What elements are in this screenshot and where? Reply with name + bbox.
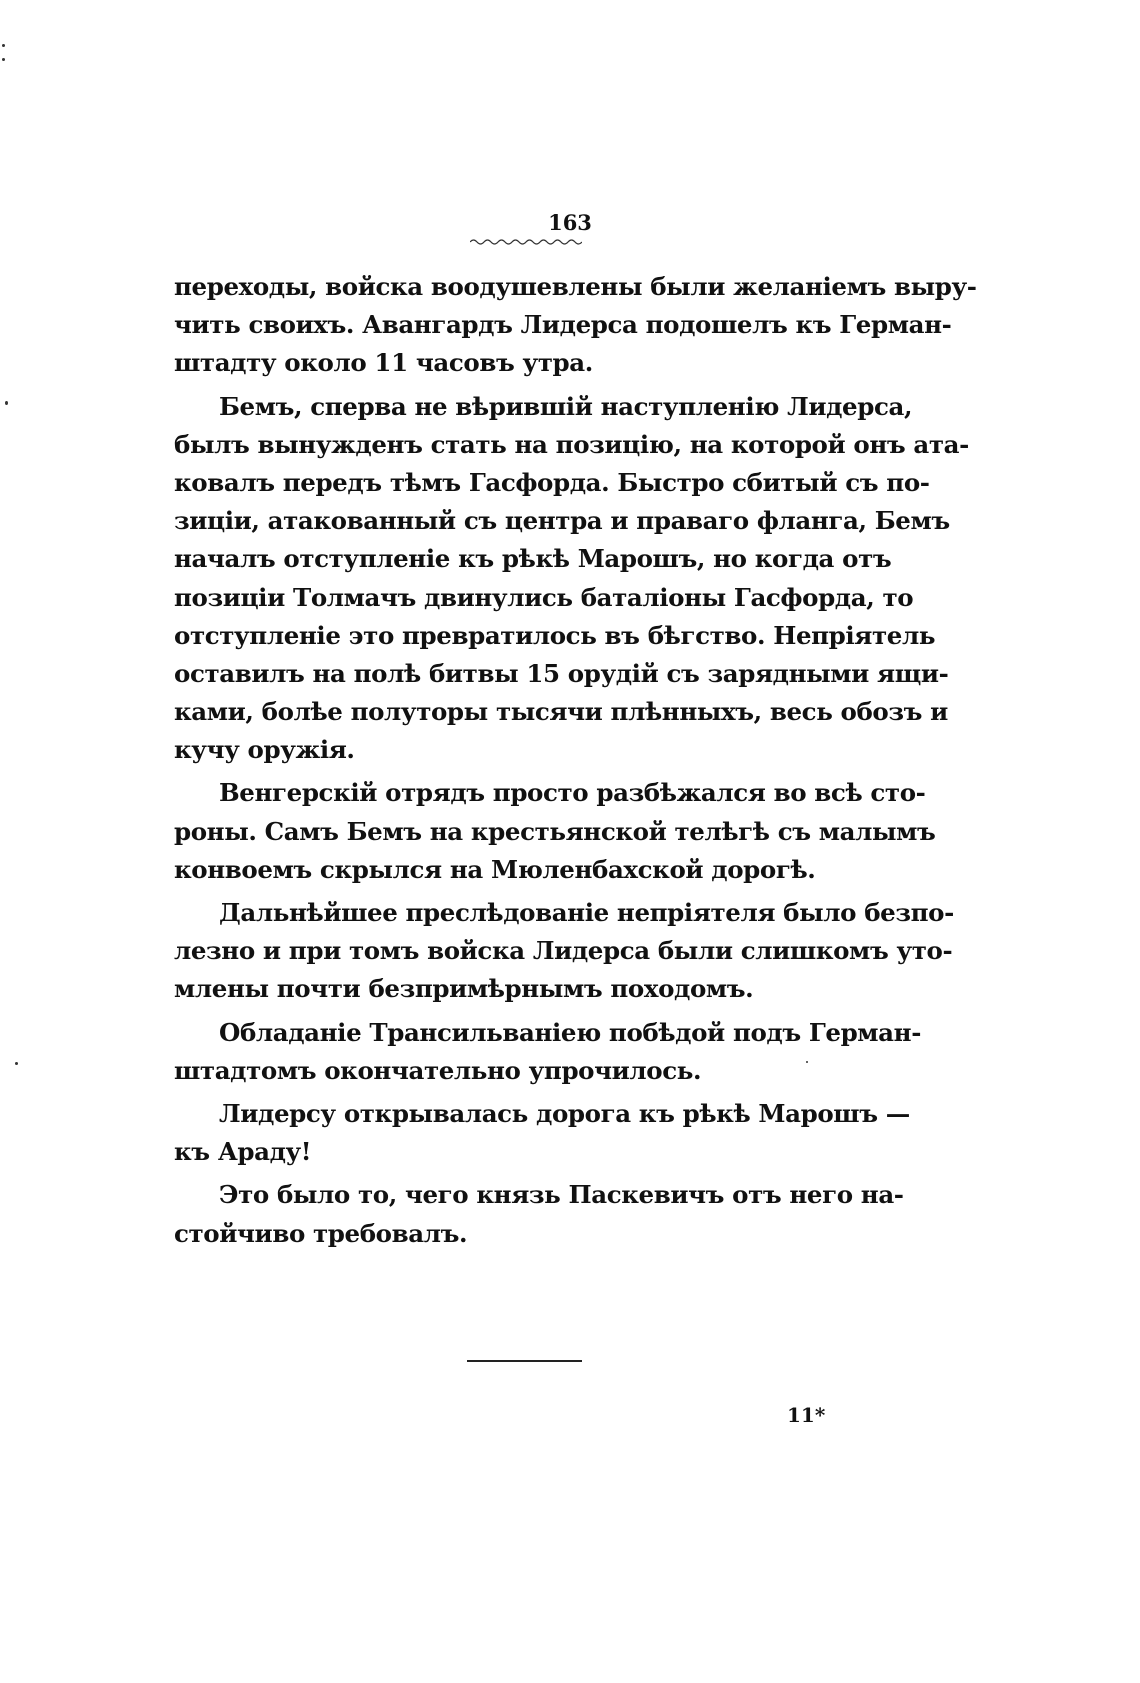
text-line: зиціи, атакованный съ центра и праваго фланга, Бемъ xyxy=(174,506,950,536)
text-line: лезно и при томъ войска Лидерса были слишкомъ уто- xyxy=(174,936,953,966)
text-line: ковалъ передъ тѣмъ Гасфорда. Быстро сбитый съ по- xyxy=(174,467,930,497)
text-line: Дальнѣйшее преслѣдованіе непріятеля было безпо- xyxy=(219,898,954,927)
body-text xyxy=(174,268,977,1253)
text-line: къ Араду! xyxy=(174,1137,312,1167)
text-line: оставилъ на полѣ битвы 15 орудій съ зарядными ящи- xyxy=(174,658,949,688)
text-line: Это было то, чего князь Паскевичъ отъ него на- xyxy=(219,1180,904,1210)
paragraph xyxy=(174,1176,904,1252)
text-line: Обладаніе Трансильваніею побѣдой подъ Герман- xyxy=(219,1017,921,1047)
paragraph xyxy=(174,1014,921,1090)
page-number: 163 xyxy=(548,210,592,235)
text-line: ками, болѣе полуторы тысячи плѣнныхъ, весь обозъ и xyxy=(174,697,948,727)
text-line: роны. Самъ Бемъ на крестьянской телѣгѣ съ малымъ xyxy=(174,816,936,846)
paragraph xyxy=(174,1095,910,1171)
scan-speck xyxy=(2,44,5,47)
text-line: штадтомъ окончательно упрочилось. xyxy=(174,1055,702,1085)
paragraph xyxy=(174,388,969,770)
text-line: началъ отступленіе къ рѣкѣ Марошъ, но когда отъ xyxy=(174,544,892,574)
text-line: штадту около 11 часовъ утра. xyxy=(174,348,593,378)
scan-speck xyxy=(5,401,8,405)
text-line: Бемъ, сперва не вѣрившій наступленію Лидерса, xyxy=(219,391,913,421)
closing-rule xyxy=(467,1360,582,1362)
text-line: Венгерскій отрядъ просто разбѣжался во всѣ сто- xyxy=(219,778,926,808)
text-line: отступленіе это превратилось въ бѣгство. Непріятель xyxy=(174,620,936,650)
paragraph xyxy=(174,894,954,1009)
text-line: позиціи Толмачъ двинулись баталіоны Гасфорда, то xyxy=(174,582,914,612)
text-line: стойчиво требовалъ. xyxy=(174,1218,468,1248)
scan-speck xyxy=(15,1062,18,1065)
text-line: млены почти безпримѣрнымъ походомъ. xyxy=(174,974,754,1004)
text-line: Лидерсу открывалась дорога къ рѣкѣ Марошъ — xyxy=(219,1098,910,1128)
paragraph xyxy=(174,268,977,383)
text-line: былъ вынужденъ стать на позицію, на которой онъ ата- xyxy=(174,429,969,459)
text-line: переходы, войска воодушевлены были желаніемъ выру- xyxy=(174,272,977,301)
signature-mark: 11* xyxy=(787,1403,826,1427)
scan-speck xyxy=(2,58,5,61)
text-line: кучу оружія. xyxy=(174,735,355,765)
scan-speck xyxy=(806,1061,808,1063)
paragraph xyxy=(174,774,936,889)
decorative-wavy-rule xyxy=(470,238,582,246)
text-line: чить своихъ. Авангардъ Лидерса подошелъ къ Герман- xyxy=(174,310,952,340)
text-line: конвоемъ скрылся на Мюленбахской дорогѣ. xyxy=(174,854,816,884)
